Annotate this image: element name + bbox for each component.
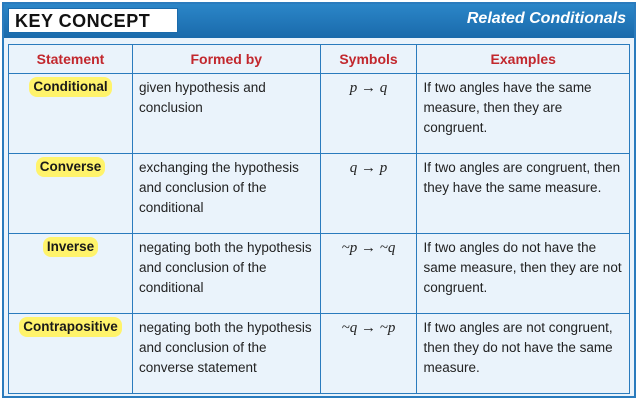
formed-by-cell: negating both the hypothesis and conclusion of the conditional [132, 234, 320, 314]
statement-cell [9, 154, 133, 234]
statement-name: Contrapositive [19, 317, 122, 337]
example-cell: If two angles have the same measure, then they are congruent. [417, 74, 630, 154]
statement-name: Inverse [43, 237, 98, 257]
conditionals-table [8, 44, 630, 394]
key-concept-card [2, 2, 636, 398]
column-header-statement: Statement [9, 45, 133, 74]
symbols-cell: ~p → ~q [320, 234, 417, 314]
header-banner [4, 4, 634, 38]
statement-name: Conditional [29, 77, 111, 97]
formed-by-cell: exchanging the hypothesis and conclusion of the conditional [132, 154, 320, 234]
table-row [9, 74, 630, 154]
symbols-cell: p → q [320, 74, 417, 154]
table-header-row [9, 45, 630, 74]
card-title: Related Conditionals [466, 10, 626, 27]
example-cell: If two angles do not have the same measure, then they are not congruent. [417, 234, 630, 314]
statement-cell [9, 314, 133, 394]
symbols-cell: q → p [320, 154, 417, 234]
example-cell: If two angles are not congruent, then they do not have the same measure. [417, 314, 630, 394]
table-row [9, 234, 630, 314]
column-header-formed-by: Formed by [132, 45, 320, 74]
statement-cell [9, 234, 133, 314]
symbols-cell: ~q → ~p [320, 314, 417, 394]
column-header-symbols: Symbols [320, 45, 417, 74]
statement-name: Converse [36, 157, 106, 177]
example-cell: If two angles are congruent, then they have the same measure. [417, 154, 630, 234]
table-row [9, 314, 630, 394]
table-row [9, 154, 630, 234]
formed-by-cell: negating both the hypothesis and conclusion of the converse statement [132, 314, 320, 394]
column-header-examples: Examples [417, 45, 630, 74]
formed-by-cell: given hypothesis and conclusion [132, 74, 320, 154]
statement-cell [9, 74, 133, 154]
key-concept-label: KEY CONCEPT [8, 8, 178, 33]
